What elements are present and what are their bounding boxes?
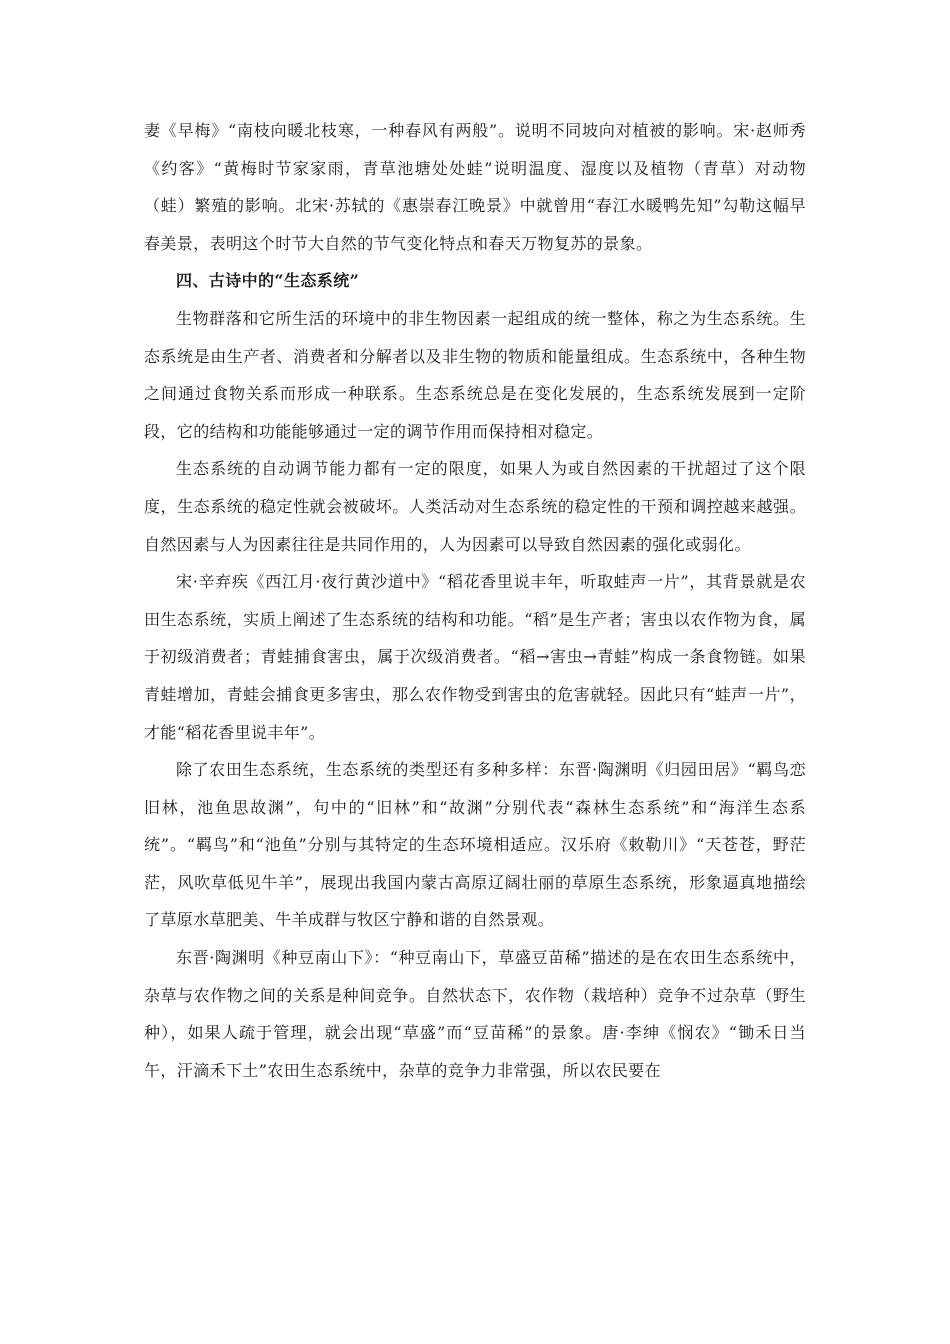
section-heading: 四、古诗中的“生态系统” — [176, 271, 360, 291]
paragraph: 东晋·陶渊明《种豆南山下》：“种豆南山下，草盛豆苗稀”描述的是在农田生态系统中，杂草与农作物之间的关系是种间竞争。自然状态下，农作物（栽培种）竞争不过杂草（野生种），如果人疏于管理，就会出现“草盛”而“豆苗稀”的景象。唐·李绅《悯农》“锄禾日当午，汗滴禾下土”农田生态系统中，杂草的竞争力非常强，所以农民要在 — [144, 948, 806, 1080]
paragraph: 除了农田生态系统，生态系统的类型还有多种多样：东晋·陶渊明《归园田居》“羁鸟恋旧林，池鱼思故渊”，句中的“旧林”和“故渊”分别代表“森林生态系统”和“海洋生态系统”。“羁鸟”和“池鱼”分别与其特定的生态环境相适应。汉乐府《敕勒川》“天苍苍，野茫茫，风吹草低见牛羊”，展现出我国内蒙古高原辽阔壮丽的草原生态系统，形象逼真地描绘了草原水草肥美、牛羊成群与牧区宁静和谐的自然景观。 — [144, 760, 806, 930]
paragraph: 生物群落和它所生活的环境中的非生物因素一起组成的统一整体，称之为生态系统。生态系统是由生产者、消费者和分解者以及非生物的物质和能量组成。生态系统中，各种生物之间通过食物关系而形成一种联系。生态系统总是在变化发展的，生态系统发展到一定阶段，它的结构和功能能够通过一定的调节作用而保持相对稳定。 — [144, 308, 806, 441]
paragraph: 宋·辛弃疾《西江月·夜行黄沙道中》“稻花香里说丰年，听取蛙声一片”，其背景就是农田生态系统，实质上阐述了生态系统的结构和功能。“稻”是生产者；害虫以农作物为食，属于初级消费者；青蛙捕食害虫，属于次级消费者。“稻→害虫→青蛙”构成一条食物链。如果青蛙增加，青蛙会捕食更多害虫，那么农作物受到害虫的危害就轻。因此只有“蛙声一片”，才能“稻花香里说丰年”。 — [144, 572, 806, 742]
paragraph-continued: 妻《早梅》“南枝向暖北枝寒，一种春风有两般”。说明不同坡向对植被的影响。宋·赵师秀《约客》“黄梅时节家家雨，青草池塘处处蛙”说明温度、湿度以及植物（青草）对动物（蛙）繁殖的影响。北宋·苏轼的《惠崇春江晚景》中就曾用“春江水暖鸭先知”勾勒这幅早春美景，表明这个时节大自然的节气变化特点和春天万物复苏的景象。 — [144, 121, 806, 253]
paragraph: 生态系统的自动调节能力都有一定的限度，如果人为或自然因素的干扰超过了这个限度，生态系统的稳定性就会被破坏。人类活动对生态系统的稳定性的干预和调控越来越强。自然因素与人为因素往往是共同作用的，人为因素可以导致自然因素的强化或弱化。 — [144, 459, 806, 554]
